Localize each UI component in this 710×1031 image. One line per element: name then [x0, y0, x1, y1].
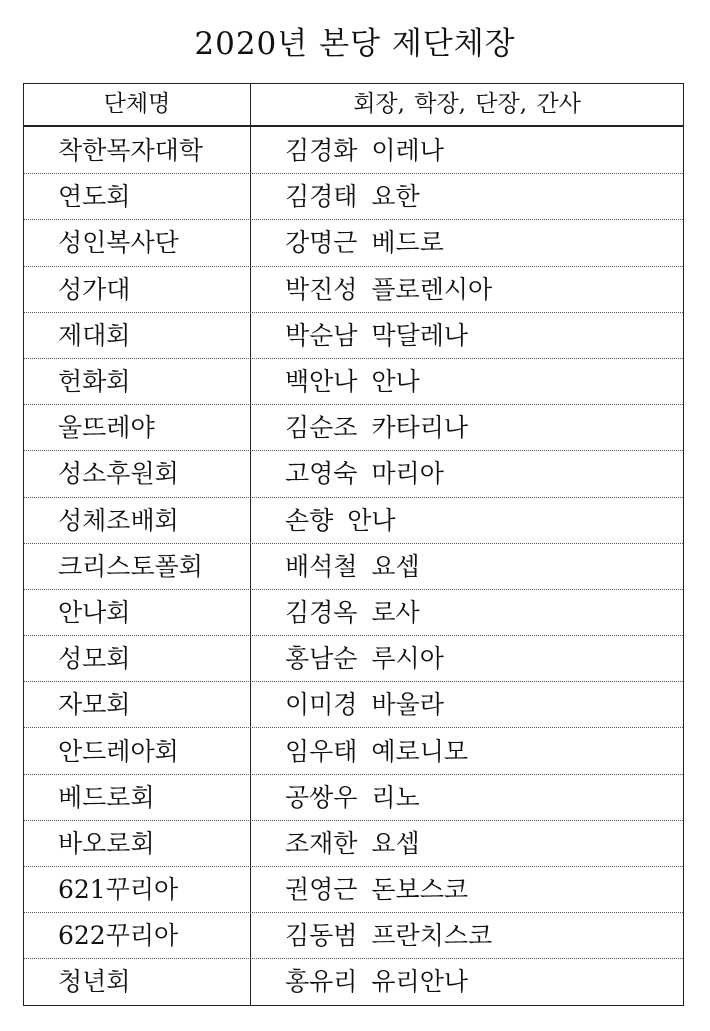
table-row — [24, 312, 683, 358]
organization-name-cell: 자모회 — [24, 682, 251, 727]
organization-name-cell: 제대회 — [24, 313, 251, 358]
leader-name-cell: 백안나 안나 — [285, 367, 420, 397]
table-row — [24, 820, 683, 866]
leader-name-cell: 박진성 플로렌시아 — [285, 274, 493, 304]
table-row — [24, 774, 683, 820]
leader-name-cell: 김경화 이레나 — [285, 135, 444, 165]
table-row — [24, 912, 683, 958]
leader-name-cell: 홍유리 유리안나 — [285, 967, 468, 997]
leader-name-cell: 김순조 카타리나 — [285, 413, 468, 443]
leader-name-cell: 강명근 베드로 — [285, 228, 444, 258]
table-row — [24, 681, 683, 727]
organization-name-cell: 청년회 — [24, 959, 251, 1004]
organization-name-cell: 622꾸리아 — [24, 913, 251, 958]
table-row — [24, 727, 683, 773]
leader-name-cell: 이미경 바울라 — [285, 690, 444, 720]
leader-name-cell: 권영근 돈보스코 — [285, 875, 468, 905]
page-title: 2020년 본당 제단체장 — [194, 26, 516, 62]
table-body — [24, 127, 683, 1005]
leader-name-cell: 임우태 예로니모 — [285, 736, 468, 766]
table-row — [24, 635, 683, 681]
organization-name-cell: 성가대 — [24, 267, 251, 312]
table-row — [24, 219, 683, 265]
leader-name-cell: 김경옥 로사 — [285, 597, 420, 627]
table-row — [24, 450, 683, 496]
table-row — [24, 958, 683, 1004]
table-row — [24, 497, 683, 543]
organization-name-cell: 울뜨레야 — [24, 405, 251, 450]
leader-name-cell: 홍남순 루시아 — [285, 644, 444, 674]
leader-name-cell: 배석철 요셉 — [285, 551, 420, 581]
leader-name-cell: 김동범 프란치스코 — [285, 921, 493, 951]
leader-name-cell: 조재한 요셉 — [285, 828, 420, 858]
table-row — [24, 127, 683, 173]
organization-name-cell: 안나회 — [24, 590, 251, 635]
table-row — [24, 404, 683, 450]
organization-name-cell: 착한목자대학 — [24, 127, 251, 173]
organization-name-cell: 크리스토폴회 — [24, 544, 251, 589]
leader-name-cell: 김경태 요한 — [285, 182, 420, 212]
table-row — [24, 866, 683, 912]
organization-name-cell: 바오로회 — [24, 821, 251, 866]
table-header-row — [24, 84, 683, 127]
leader-name-cell: 손향 안나 — [285, 505, 396, 535]
organization-name-cell: 베드로회 — [24, 775, 251, 820]
leader-name-cell: 공쌍우 리노 — [285, 782, 420, 812]
table-row — [24, 589, 683, 635]
organization-name-cell: 성모회 — [24, 636, 251, 681]
organization-name-cell: 621꾸리아 — [24, 867, 251, 912]
organization-name-cell: 성소후원회 — [24, 451, 251, 496]
organization-name-cell: 헌화회 — [24, 359, 251, 404]
column-header-organization: 단체명 — [24, 84, 251, 125]
column-header-leader: 회장, 학장, 단장, 간사 — [353, 91, 581, 117]
leaders-table — [23, 83, 684, 1006]
leader-name-cell: 고영숙 마리아 — [285, 459, 444, 489]
organization-name-cell: 안드레아회 — [24, 728, 251, 773]
table-row — [24, 543, 683, 589]
table-row — [24, 173, 683, 219]
organization-name-cell: 연도회 — [24, 174, 251, 219]
organization-name-cell: 성인복사단 — [24, 220, 251, 265]
organization-name-cell: 성체조배회 — [24, 498, 251, 543]
table-row — [24, 266, 683, 312]
leader-name-cell: 박순남 막달레나 — [285, 320, 468, 350]
table-row — [24, 358, 683, 404]
